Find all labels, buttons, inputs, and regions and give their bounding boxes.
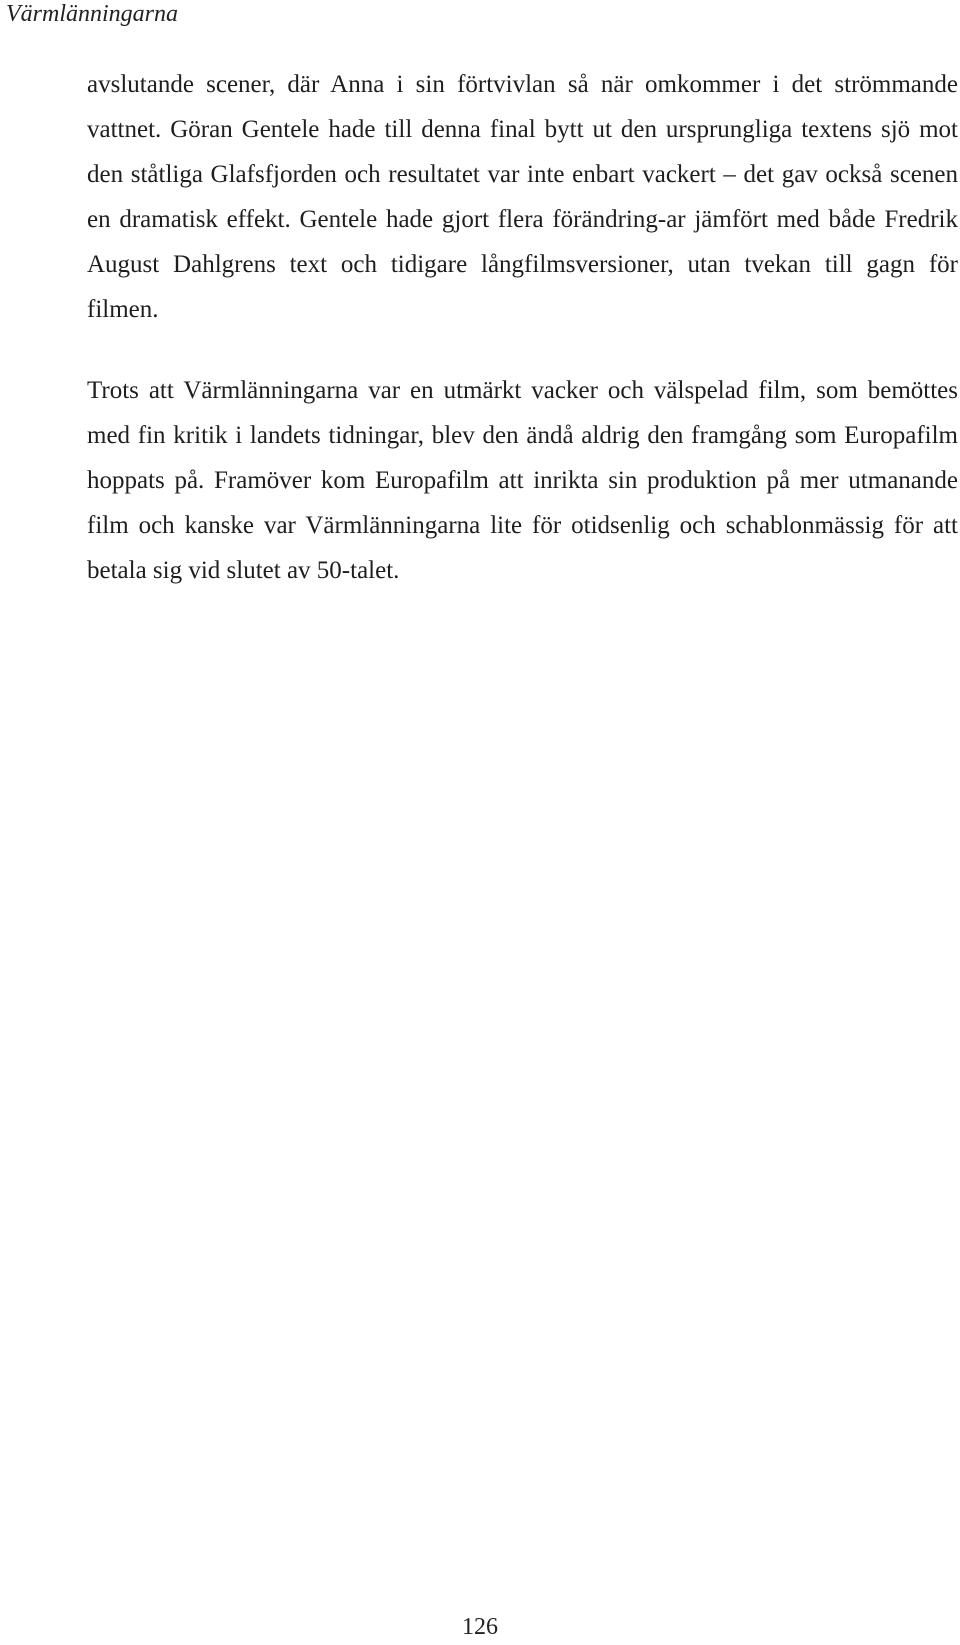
- running-head: Värmlänningarna: [6, 1, 179, 27]
- body-text: [87, 62, 958, 593]
- page-number: 126: [462, 1614, 498, 1640]
- paragraph-1: avslutande scener, där Anna i sin förtvivlan så när omkommer i det strömmande vattnet. Göran Gentele hade till denna final bytt ut den ursprungliga textens sjö mot den ståtliga Glafsfjorden och resultatet var inte enbart vackert – det gav också scenen en dramatisk effekt. Gentele hade gjort flera förändring-ar jämfört med både Fredrik August Dahlgrens text och tidigare långfilmsversioner, utan tvekan till gagn för filmen.: [87, 71, 958, 323]
- paragraph-2: Trots att Värmlänningarna var en utmärkt vacker och välspelad film, som bemöttes med fin kritik i landets tidningar, blev den ändå aldrig den framgång som Europafilm hoppats på. Framöver kom Europafilm att inrikta sin produktion på mer utmanande film och kanske var Värmlänningarna lite för otidsenlig och schablonmässig för att betala sig vid slutet av 50-talet.: [87, 377, 958, 584]
